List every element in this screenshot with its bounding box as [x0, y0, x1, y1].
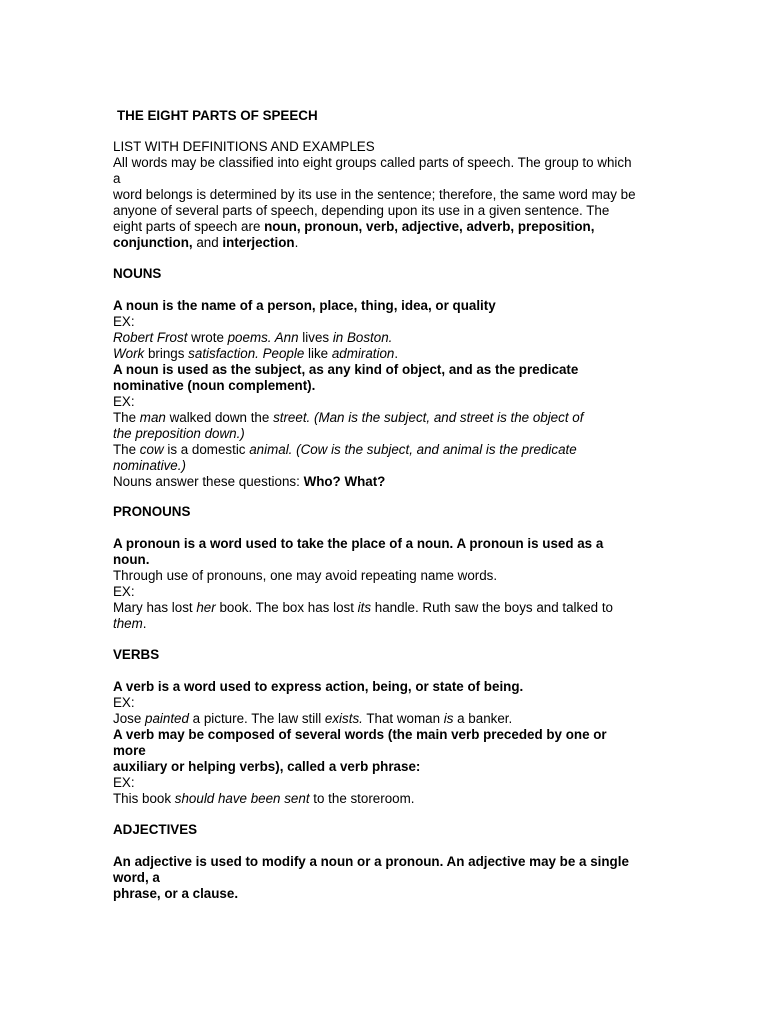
- example-italic: in Boston.: [332, 330, 393, 345]
- example-text: That woman: [362, 711, 444, 726]
- example-text: like: [304, 346, 332, 361]
- verb-definition: A verb may be composed of several words (the main verb preceded by one or: [113, 727, 607, 742]
- example-text: The: [113, 410, 140, 425]
- pronoun-example: [113, 600, 673, 616]
- verb-definition: auxiliary or helping verbs), called a verb phrase:: [113, 759, 421, 774]
- example-text: a picture. The law still: [188, 711, 325, 726]
- section-heading-nouns: NOUNS: [113, 266, 162, 281]
- example-italic: exists.: [324, 711, 363, 726]
- noun-example: [113, 426, 673, 442]
- example-italic: animal. (Cow is the subject, and animal is the predicate: [249, 442, 577, 457]
- noun-example: [113, 442, 673, 458]
- parts-list-bold: noun, pronoun, verb, adjective, adverb, preposition,: [264, 219, 595, 234]
- verb-definition: more: [113, 743, 146, 758]
- parts-list-bold: interjection: [222, 235, 295, 250]
- intro-line: a: [113, 171, 121, 186]
- intro-section: [113, 139, 673, 251]
- example-text: is a domestic: [163, 442, 250, 457]
- example-text: brings: [144, 346, 189, 361]
- example-italic: is: [443, 711, 454, 726]
- intro-line: word belongs is determined by its use in the sentence; therefore, the same word may be: [113, 187, 636, 202]
- adjective-definition: phrase, or a clause.: [113, 886, 239, 901]
- noun-definition: A noun is the name of a person, place, thing, idea, or quality: [113, 298, 496, 313]
- noun-questions: [113, 474, 673, 490]
- example-text: Nouns answer these questions:: [113, 474, 304, 489]
- adjective-definition: word, a: [113, 870, 160, 885]
- example-italic: admiration: [331, 346, 395, 361]
- noun-example: [113, 346, 673, 362]
- intro-line: All words may be classified into eight groups called parts of speech. The group to which: [113, 155, 632, 170]
- noun-example: [113, 330, 673, 346]
- pronouns-section: [113, 536, 673, 632]
- intro-line: [113, 219, 673, 235]
- example-italic: poems. Ann: [227, 330, 299, 345]
- intro-text: .: [294, 235, 299, 250]
- example-italic: Work: [113, 346, 145, 361]
- intro-text: and: [192, 235, 223, 250]
- example-text: .: [142, 616, 147, 631]
- example-label: EX:: [113, 775, 135, 790]
- example-italic: man: [139, 410, 166, 425]
- intro-line: [113, 235, 673, 251]
- section-heading-pronouns: PRONOUNS: [113, 504, 191, 519]
- example-text: book. The box has lost: [215, 600, 358, 615]
- example-text: The: [113, 442, 140, 457]
- parts-list-bold: conjunction,: [113, 235, 193, 250]
- noun-definition: A noun is used as the subject, as any kind of object, and as the predicate: [113, 362, 579, 377]
- pronoun-example: [113, 616, 673, 632]
- example-text: to the storeroom.: [309, 791, 415, 806]
- noun-example: [113, 410, 673, 426]
- example-italic: the preposition down.): [113, 426, 245, 441]
- section-heading-adjectives: ADJECTIVES: [113, 822, 198, 837]
- example-italic: Robert Frost: [113, 330, 188, 345]
- section-heading-verbs: VERBS: [113, 647, 160, 662]
- example-text: wrote: [187, 330, 228, 345]
- pronoun-note: Through use of pronouns, one may avoid repeating name words.: [113, 568, 498, 583]
- example-label: EX:: [113, 695, 135, 710]
- example-italic: nominative.): [113, 458, 186, 473]
- nouns-section: [113, 298, 673, 490]
- example-label: EX:: [113, 394, 135, 409]
- example-italic: should have been sent: [174, 791, 310, 806]
- page-title: THE EIGHT PARTS OF SPEECH: [117, 108, 318, 123]
- example-text: Mary has lost: [113, 600, 197, 615]
- example-text: .: [394, 346, 399, 361]
- intro-subtitle: LIST WITH DEFINITIONS AND EXAMPLES: [113, 139, 375, 154]
- example-italic: cow: [139, 442, 164, 457]
- example-italic: street. (Man is the subject, and street is the object of: [273, 410, 584, 425]
- example-italic: its: [357, 600, 372, 615]
- example-text: a banker.: [453, 711, 513, 726]
- example-label: EX:: [113, 314, 135, 329]
- verb-example: [113, 711, 673, 727]
- intro-line: anyone of several parts of speech, depending upon its use in a given sentence. The: [113, 203, 610, 218]
- noun-definition: nominative (noun complement).: [113, 378, 316, 393]
- example-italic: them: [113, 616, 143, 631]
- verb-definition: A verb is a word used to express action, being, or state of being.: [113, 679, 524, 694]
- intro-text: eight parts of speech are: [113, 219, 265, 234]
- pronoun-definition: A pronoun is a word used to take the place of a noun. A pronoun is used as a: [113, 536, 604, 551]
- example-text: Jose: [113, 711, 146, 726]
- example-label: EX:: [113, 584, 135, 599]
- verb-example: [113, 791, 673, 807]
- example-italic: painted: [145, 711, 189, 726]
- pronoun-definition: noun.: [113, 552, 150, 567]
- verbs-section: [113, 679, 673, 807]
- adjectives-section: [113, 854, 673, 902]
- questions-bold: Who? What?: [303, 474, 386, 489]
- example-text: handle. Ruth saw the boys and talked to: [371, 600, 613, 615]
- example-italic: her: [196, 600, 216, 615]
- example-text: lives: [298, 330, 333, 345]
- example-text: walked down the: [165, 410, 274, 425]
- example-text: This book: [113, 791, 175, 806]
- example-italic: satisfaction. People: [188, 346, 305, 361]
- adjective-definition: An adjective is used to modify a noun or a pronoun. An adjective may be a single: [113, 854, 629, 869]
- noun-example: [113, 458, 673, 474]
